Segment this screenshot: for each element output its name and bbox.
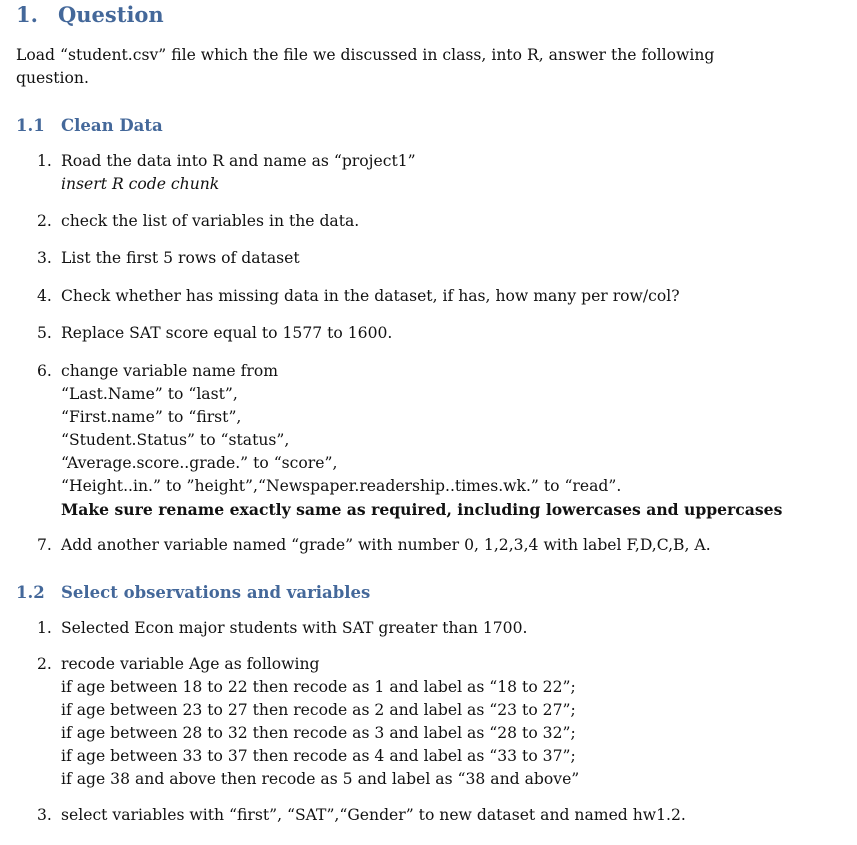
list-item-text: Replace SAT score equal to 1577 to 1600. [61, 324, 393, 342]
list-item-number: 2. [37, 212, 52, 230]
list-item [37, 653, 579, 791]
list-item-text: “First.name” to “first”, [61, 408, 242, 426]
subsection-heading-select [16, 583, 370, 602]
list-item-text: Road the data into R and name as “project1” [61, 152, 416, 170]
list-item-text: if age 38 and above then recode as 5 and label as “38 and above” [61, 770, 580, 788]
list-item [37, 150, 416, 196]
list-item-text: “Last.Name” to “last”, [61, 385, 238, 403]
list-item-note: insert R code chunk [61, 175, 220, 193]
list-item [37, 617, 527, 640]
list-item-text: if age between 33 to 37 then recode as 4 and label as “33 to 37”; [61, 747, 576, 765]
list-item [37, 322, 392, 345]
subsection-title: Select observations and variables [61, 583, 371, 602]
list-item [37, 285, 680, 308]
list-item-text: “Height..in.” to ”height”,“Newspaper.readership..times.wk.” to “read”. [61, 477, 622, 495]
list-item-text: change variable name from [61, 362, 278, 380]
section-title: Question [58, 2, 164, 27]
list-item-text: “Average.score..grade.” to “score”, [61, 454, 338, 472]
intro-paragraph: Load “student.csv” file which the file we discussed in class, into R, answer the following question. [16, 46, 715, 87]
list-item-text: select variables with “first”, “SAT”,“Gender” to new dataset and named hw1.2. [61, 806, 686, 824]
subsection-number: 1.2 [16, 583, 45, 602]
list-item [37, 534, 711, 557]
list-item-text: if age between 23 to 27 then recode as 2 and label as “23 to 27”; [61, 701, 576, 719]
list-item-text: “Student.Status” to “status”, [61, 431, 290, 449]
list-item-text: check the list of variables in the data. [61, 212, 360, 230]
list-item-emphasis: Make sure rename exactly same as required, including lowercases and uppercases [61, 500, 783, 519]
list-item-number: 4. [37, 287, 52, 305]
subsection-number: 1.1 [16, 116, 45, 135]
list-item-number: 1. [37, 619, 52, 637]
list-item-text: if age between 18 to 22 then recode as 1 and label as “18 to 22”; [61, 678, 576, 696]
list-item-text: Add another variable named “grade” with number 0, 1,2,3,4 with label F,D,C,B, A. [61, 536, 711, 554]
list-item [37, 360, 782, 521]
list-item-text: Check whether has missing data in the dataset, if has, how many per row/col? [61, 287, 680, 305]
list-item [37, 210, 359, 233]
list-item-number: 2. [37, 655, 52, 673]
subsection-heading-clean-data [16, 116, 163, 135]
subsection-title: Clean Data [61, 116, 163, 135]
list-item-number: 7. [37, 536, 52, 554]
list-item-number: 6. [37, 362, 52, 380]
list-item [37, 247, 300, 270]
list-item-text: if age between 28 to 32 then recode as 3 and label as “28 to 32”; [61, 724, 576, 742]
list-item-number: 1. [37, 152, 52, 170]
list-item-number: 3. [37, 249, 52, 267]
section-heading [16, 2, 164, 27]
list-item-number: 5. [37, 324, 52, 342]
list-item-text: Selected Econ major students with SAT greater than 1700. [61, 619, 528, 637]
list-item-text: List the first 5 rows of dataset [61, 249, 300, 267]
list-item-number: 3. [37, 806, 52, 824]
list-item [37, 804, 686, 827]
list-item-text: recode variable Age as following [61, 655, 320, 673]
section-number: 1. [16, 2, 38, 27]
